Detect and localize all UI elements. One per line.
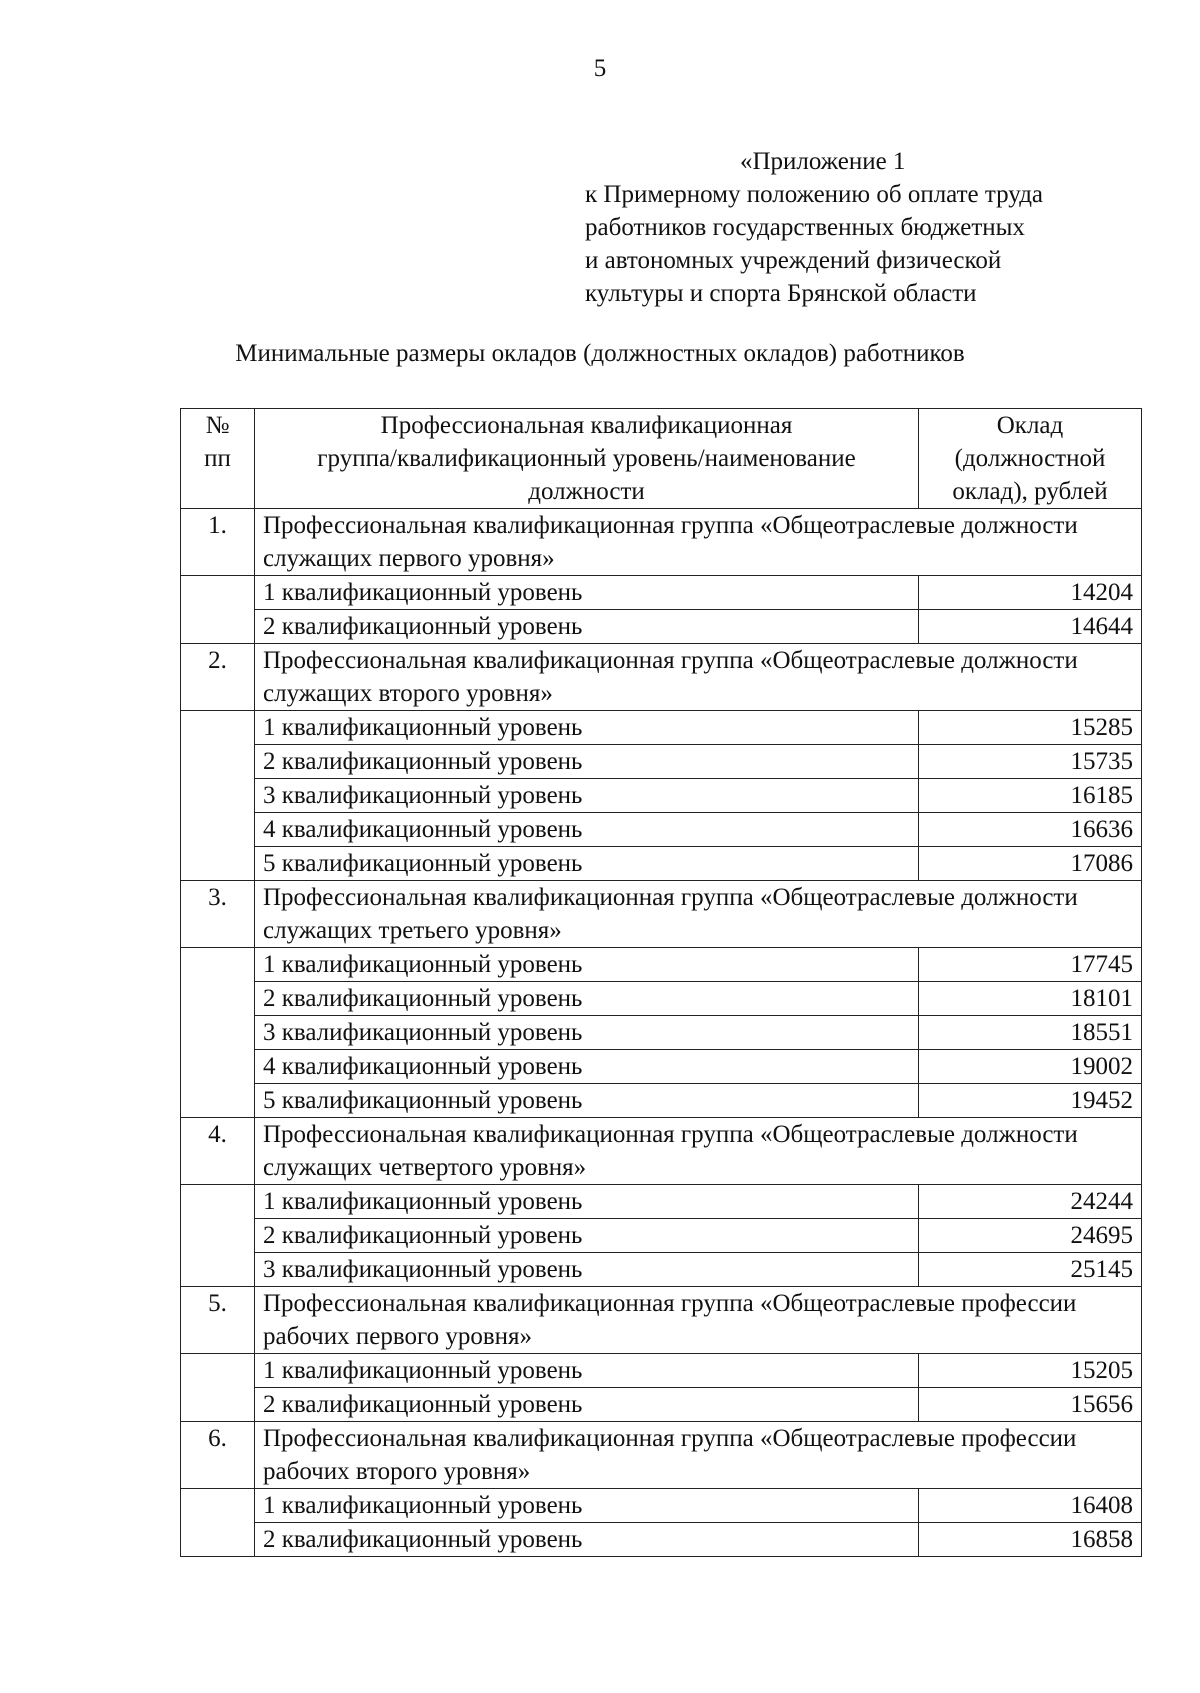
level-name: 2 квалификационный уровень: [255, 1388, 919, 1422]
level-name: 1 квалификационный уровень: [255, 576, 919, 610]
group-row: [181, 1118, 1142, 1185]
salary-value: 14204: [919, 576, 1142, 610]
salary-value: 19452: [919, 1084, 1142, 1118]
level-row: [181, 1253, 1142, 1287]
level-row: [181, 813, 1142, 847]
empty-number-cell: [181, 711, 255, 881]
header-number-line: пп: [204, 445, 231, 472]
salary-value: 15205: [919, 1354, 1142, 1388]
level-row: [181, 847, 1142, 881]
salary-value: 17086: [919, 847, 1142, 881]
level-row: [181, 1084, 1142, 1118]
level-name: 1 квалификационный уровень: [255, 1354, 919, 1388]
group-number: 3.: [181, 881, 255, 948]
header-salary-line: Оклад: [996, 412, 1064, 439]
group-number: 4.: [181, 1118, 255, 1185]
level-name: 1 квалификационный уровень: [255, 948, 919, 982]
level-row: [181, 1050, 1142, 1084]
level-row: [181, 1388, 1142, 1422]
table-body: [181, 509, 1142, 1557]
level-row: [181, 1016, 1142, 1050]
group-number: 1.: [181, 509, 255, 576]
level-name: 5 квалификационный уровень: [255, 1084, 919, 1118]
level-name: 3 квалификационный уровень: [255, 1253, 919, 1287]
appendix-line: «Приложение 1: [740, 148, 906, 175]
group-number: 2.: [181, 644, 255, 711]
header-position-line: Профессиональная квалификационная: [380, 412, 793, 439]
level-row: [181, 948, 1142, 982]
level-name: 1 квалификационный уровень: [255, 1185, 919, 1219]
level-name: 4 квалификационный уровень: [255, 1050, 919, 1084]
level-row: [181, 1354, 1142, 1388]
salary-value: 16636: [919, 813, 1142, 847]
level-name: 1 квалификационный уровень: [255, 1489, 919, 1523]
level-name: 2 квалификационный уровень: [255, 982, 919, 1016]
level-name: 2 квалификационный уровень: [255, 610, 919, 644]
level-name: 3 квалификационный уровень: [255, 779, 919, 813]
empty-number-cell: [181, 1185, 255, 1287]
group-title: Профессиональная квалификационная группа «Общеотраслевые должности служащих первого уровня»: [255, 509, 1142, 576]
group-row: [181, 1422, 1142, 1489]
level-row: [181, 711, 1142, 745]
header-salary: [919, 409, 1142, 509]
salary-value: 19002: [919, 1050, 1142, 1084]
level-name: 1 квалификационный уровень: [255, 711, 919, 745]
group-number: 6.: [181, 1422, 255, 1489]
header-position: [255, 409, 919, 509]
salary-value: 16858: [919, 1523, 1142, 1557]
salary-value: 24695: [919, 1219, 1142, 1253]
header-salary-line: оклад), рублей: [952, 478, 1108, 505]
level-row: [181, 1219, 1142, 1253]
appendix-line: к Примерному положению об оплате труда: [585, 181, 1044, 208]
level-row: [181, 1185, 1142, 1219]
level-row: [181, 779, 1142, 813]
group-title: Профессиональная квалификационная группа «Общеотраслевые должности служащих четвертого уровня»: [255, 1118, 1142, 1185]
appendix-line: и автономных учреждений физической: [585, 247, 1002, 274]
salary-value: 16185: [919, 779, 1142, 813]
level-name: 2 квалификационный уровень: [255, 1219, 919, 1253]
group-number: 5.: [181, 1287, 255, 1354]
empty-number-cell: [181, 948, 255, 1118]
appendix-line: культуры и спорта Брянской области: [585, 280, 977, 307]
empty-number-cell: [181, 1489, 255, 1557]
salary-value: 14644: [919, 610, 1142, 644]
appendix-caption: [585, 145, 1145, 310]
level-row: [181, 982, 1142, 1016]
level-row: [181, 610, 1142, 644]
level-row: [181, 1523, 1142, 1557]
level-name: 2 квалификационный уровень: [255, 745, 919, 779]
salary-table: [180, 408, 1142, 1557]
appendix-line: работников государственных бюджетных: [585, 214, 1025, 241]
level-name: 3 квалификационный уровень: [255, 1016, 919, 1050]
group-row: [181, 1287, 1142, 1354]
table-header-row: [181, 409, 1142, 509]
salary-value: 15656: [919, 1388, 1142, 1422]
salary-value: 17745: [919, 948, 1142, 982]
group-title: Профессиональная квалификационная группа «Общеотраслевые должности служащих второго уровня»: [255, 644, 1142, 711]
empty-number-cell: [181, 576, 255, 644]
salary-value: 18551: [919, 1016, 1142, 1050]
group-title: Профессиональная квалификационная группа «Общеотраслевые профессии рабочих первого уровня»: [255, 1287, 1142, 1354]
header-position-line: группа/квалификационный уровень/наименование: [317, 445, 856, 472]
group-row: [181, 509, 1142, 576]
salary-value: 15285: [919, 711, 1142, 745]
header-salary-line: (должностной: [954, 445, 1106, 472]
level-row: [181, 576, 1142, 610]
table-title: Минимальные размеры окладов (должностных окладов) работников: [235, 340, 965, 367]
salary-value: 16408: [919, 1489, 1142, 1523]
group-row: [181, 644, 1142, 711]
level-name: 4 квалификационный уровень: [255, 813, 919, 847]
salary-value: 18101: [919, 982, 1142, 1016]
group-title: Профессиональная квалификационная группа «Общеотраслевые должности служащих третьего уровня»: [255, 881, 1142, 948]
level-name: 5 квалификационный уровень: [255, 847, 919, 881]
page-number: 5: [593, 55, 607, 82]
salary-value: 15735: [919, 745, 1142, 779]
empty-number-cell: [181, 1354, 255, 1422]
salary-value: 25145: [919, 1253, 1142, 1287]
header-number-line: №: [205, 412, 230, 439]
level-name: 2 квалификационный уровень: [255, 1523, 919, 1557]
header-number: [181, 409, 255, 509]
level-row: [181, 745, 1142, 779]
level-row: [181, 1489, 1142, 1523]
group-row: [181, 881, 1142, 948]
salary-value: 24244: [919, 1185, 1142, 1219]
header-position-line: должности: [528, 478, 645, 505]
group-title: Профессиональная квалификационная группа «Общеотраслевые профессии рабочих второго уровня»: [255, 1422, 1142, 1489]
